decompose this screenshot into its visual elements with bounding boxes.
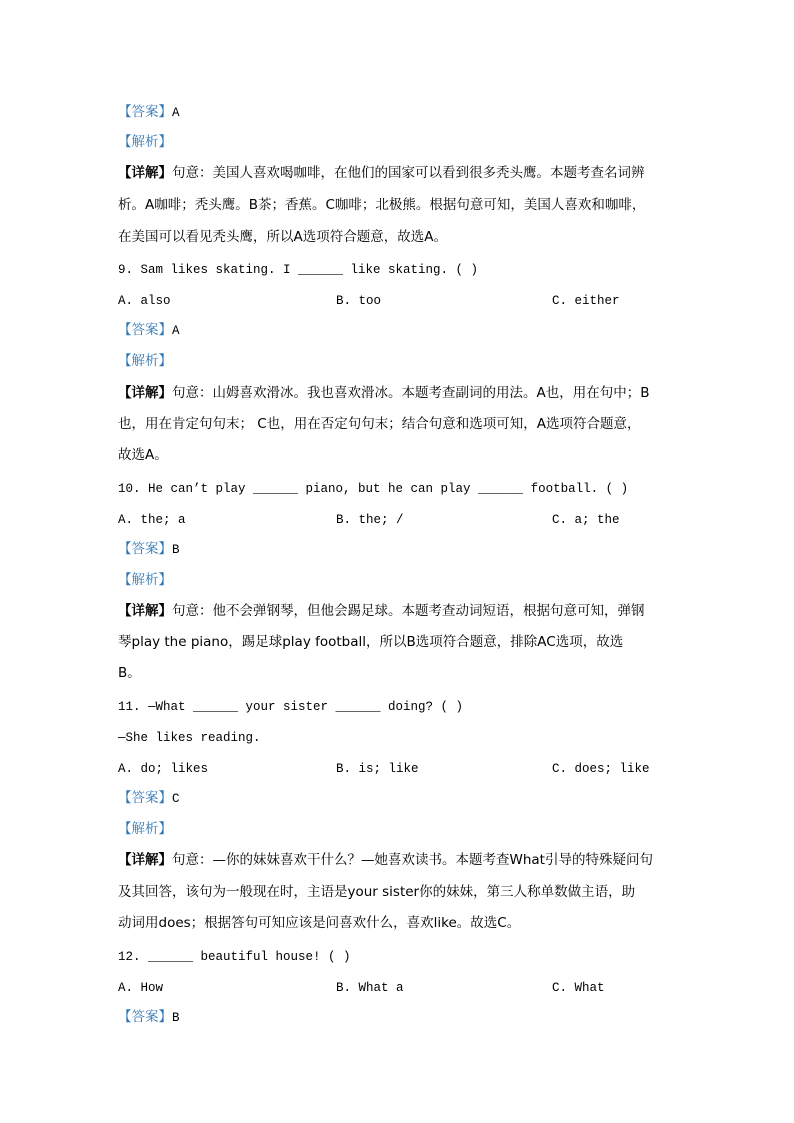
option-c: C. either [552, 294, 620, 308]
analysis-label-q8 [118, 134, 172, 151]
answer-value: C [172, 792, 180, 806]
detail-text: 句意：山姆喜欢滑冰。我也喜欢滑冰。本题考查副词的用法。A也，用在句中；B [172, 385, 650, 401]
option-b: B. is; like [336, 762, 419, 776]
analysis-label: 【解析】 [118, 572, 172, 588]
detail-label: 【详解】 [118, 385, 172, 401]
options-q10 [118, 512, 678, 528]
detail-line-q11-1 [118, 852, 653, 868]
detail-line-q10-2: 琴play the piano，踢足球play football，所以B选项符合题意，排除AC选项，故选 [118, 634, 624, 650]
option-c: C. a; the [552, 513, 620, 527]
analysis-label-q11 [118, 821, 172, 838]
answer-line-q8 [118, 104, 180, 121]
detail-label: 【详解】 [118, 603, 172, 619]
option-a: A. do; likes [118, 762, 209, 776]
answer-value: B [172, 1011, 180, 1025]
question-stem-q10: 10. He can’t play ______ piano, but he can play ______ football. ( ) [118, 482, 629, 496]
option-c: C. does; like [552, 762, 650, 776]
detail-line-q9-3: 故选A。 [118, 447, 168, 463]
options-q11 [118, 761, 678, 777]
options-q12 [118, 980, 678, 996]
answer-label: 【答案】 [118, 104, 172, 120]
option-a: A. also [118, 294, 171, 308]
answer-label: 【答案】 [118, 1009, 172, 1025]
analysis-label: 【解析】 [118, 353, 172, 369]
answer-label: 【答案】 [118, 541, 172, 557]
answer-value: B [172, 543, 180, 557]
detail-line-q10-3: B。 [118, 665, 141, 681]
answer-value: A [172, 106, 180, 120]
detail-text: 句意：美国人喜欢喝咖啡，在他们的国家可以看到很多秃头鹰。本题考查名词辨 [172, 165, 645, 181]
analysis-label-q10 [118, 572, 172, 589]
detail-line-q8-2: 析。A咖啡；秃头鹰。B茶；香蕉。C咖啡；北极熊。根据句意可知，美国人喜欢和咖啡， [118, 197, 646, 213]
detail-line-q9-2: 也，用在肯定句句末； C也，用在否定句句末；结合句意和选项可知，A选项符合题意， [118, 416, 641, 432]
option-b: B. What a [336, 981, 404, 995]
detail-line-q8-3: 在美国可以看见秃头鹰，所以A选项符合题意，故选A。 [118, 229, 447, 245]
detail-line-q10-1 [118, 603, 645, 619]
option-a: A. the; a [118, 513, 186, 527]
question-stem-q11: 11. —What ______ your sister ______ doing? ( ) [118, 700, 464, 714]
detail-label: 【详解】 [118, 165, 172, 181]
answer-value: A [172, 324, 180, 338]
detail-text: 句意：他不会弹钢琴，但他会踢足球。本题考查动词短语，根据句意可知，弹钢 [172, 603, 645, 619]
option-b: B. the; / [336, 513, 404, 527]
question-stem-q9: 9. Sam likes skating. I ______ like skating. ( ) [118, 263, 479, 277]
answer-line-q9 [118, 322, 180, 339]
option-b: B. too [336, 294, 382, 308]
question-stem-q12: 12. ______ beautiful house! ( ) [118, 950, 351, 964]
question-reply-q11: —She likes reading. [118, 731, 261, 745]
analysis-label-q9 [118, 353, 172, 370]
detail-text: 句意：—你的妹妹喜欢干什么？—她喜欢读书。本题考查What引导的特殊疑问句 [172, 852, 653, 868]
detail-line-q9-1 [118, 385, 650, 401]
answer-line-q10 [118, 541, 180, 558]
answer-label: 【答案】 [118, 790, 172, 806]
answer-line-q11 [118, 790, 180, 807]
detail-line-q8-1 [118, 165, 645, 181]
option-c: C. What [552, 981, 605, 995]
answer-line-q12 [118, 1009, 180, 1026]
detail-label: 【详解】 [118, 852, 172, 868]
detail-line-q11-3: 动词用does；根据答句可知应该是问喜欢什么，喜欢like。故选C。 [118, 915, 521, 931]
options-q9 [118, 293, 678, 309]
analysis-label: 【解析】 [118, 821, 172, 837]
detail-line-q11-2: 及其回答，该句为一般现在时，主语是your sister你的妹妹，第三人称单数做主语，助 [118, 884, 636, 900]
answer-label: 【答案】 [118, 322, 172, 338]
option-a: A. How [118, 981, 164, 995]
analysis-label: 【解析】 [118, 134, 172, 150]
